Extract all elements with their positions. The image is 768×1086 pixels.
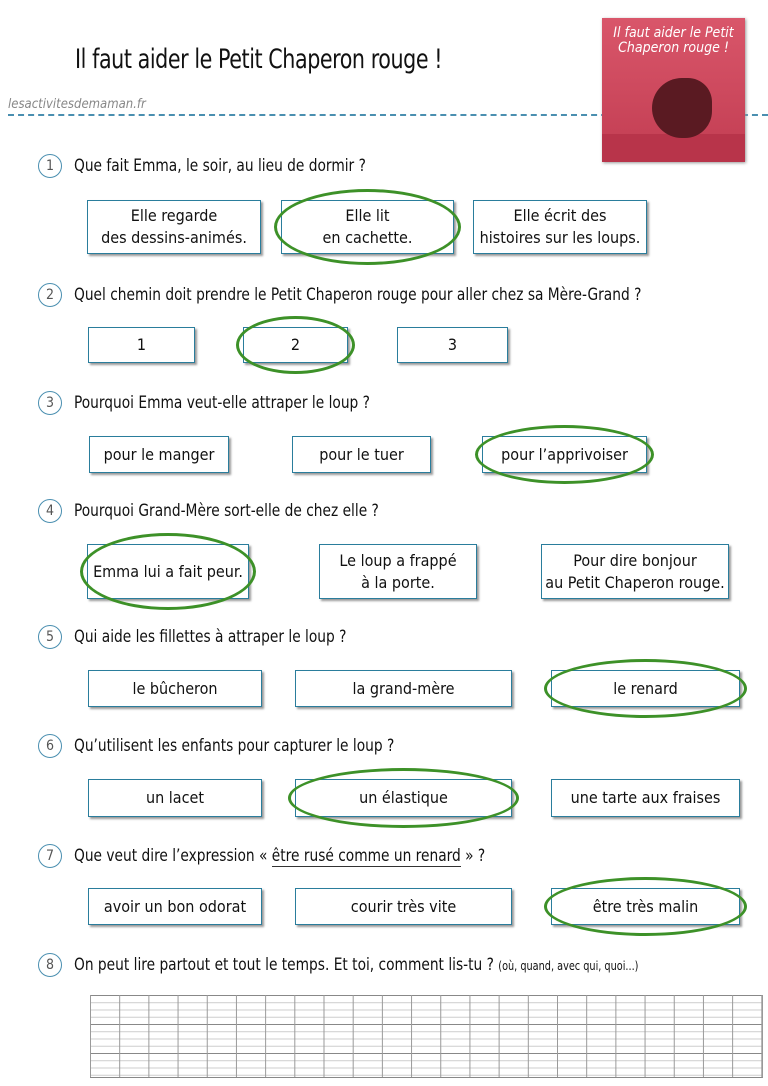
answer-option[interactable]: [88, 670, 262, 707]
question-text: Quel chemin doit prendre le Petit Chaperon rouge pour aller chez sa Mère-Grand ?: [74, 285, 642, 305]
answer-text: le renard: [613, 678, 678, 698]
question-number: 1: [38, 154, 62, 178]
answer-option[interactable]: [88, 327, 195, 363]
answer-text: pour l’apprivoiser: [501, 444, 628, 464]
answer-option[interactable]: [482, 436, 647, 473]
answer-option[interactable]: [295, 670, 512, 707]
answer-text: Le loup a frappé à la porte.: [339, 550, 457, 592]
answer-text: pour le manger: [103, 444, 215, 464]
question-number: 8: [38, 953, 62, 977]
answer-option[interactable]: [295, 888, 512, 925]
answer-text: courir très vite: [350, 896, 457, 916]
answer-text: Emma lui a fait peur.: [93, 561, 243, 581]
question-number: 7: [38, 844, 62, 868]
question-text: Qu’utilisent les enfants pour capturer le loup ?: [74, 736, 395, 756]
answer-text: Pour dire bonjour au Petit Chaperon rouge.: [545, 550, 725, 592]
answer-text: la grand-mère: [352, 678, 455, 698]
question-6: [38, 734, 430, 758]
answer-option[interactable]: [473, 200, 647, 254]
answer-text: pour le tuer: [319, 444, 404, 464]
expression: être rusé comme un renard: [271, 846, 461, 866]
question-number: 5: [38, 625, 62, 649]
answer-option[interactable]: [551, 779, 740, 817]
answer-text: un lacet: [145, 788, 205, 807]
question-text: Que veut dire l’expression « être rusé comme un renard » ?: [74, 846, 486, 866]
answer-text: Elle écrit des histoires sur les loups.: [479, 206, 641, 247]
question-hint: (où, quand, avec qui, quoi...): [498, 959, 639, 973]
question-8: [38, 953, 701, 977]
answer-text: le bûcheron: [132, 678, 218, 698]
answer-option[interactable]: [541, 544, 729, 599]
answer-text: Elle regarde des dessins-animés.: [101, 206, 247, 247]
answer-text: Elle lit en cachette.: [322, 206, 413, 247]
question-number: 6: [38, 734, 62, 758]
question-text: Que fait Emma, le soir, au lieu de dormir ?: [74, 156, 366, 176]
answer-text: un élastique: [359, 788, 448, 807]
question-number: 4: [38, 499, 62, 523]
answer-option[interactable]: [88, 888, 262, 925]
answer-option[interactable]: [281, 200, 454, 254]
answer-option[interactable]: [397, 327, 508, 363]
question-text: Pourquoi Emma veut-elle attraper le loup ?: [74, 393, 370, 413]
question-7: [38, 844, 531, 868]
answer-option[interactable]: [87, 200, 261, 254]
question-number: 3: [38, 391, 62, 415]
answer-option[interactable]: [243, 327, 348, 363]
answer-option[interactable]: [292, 436, 431, 473]
answer-text: avoir un bon odorat: [103, 896, 247, 916]
question-3: [38, 391, 403, 415]
question-4: [38, 499, 413, 523]
answer-text: 1: [136, 335, 147, 354]
question-2: [38, 283, 704, 307]
site-watermark: lesactivitesdemaman.fr: [8, 97, 146, 112]
answer-option[interactable]: [551, 670, 740, 707]
question-1: [38, 154, 398, 178]
question-5: [38, 625, 377, 649]
answer-text: être très malin: [592, 896, 699, 916]
book-cover-image: [602, 18, 745, 162]
cover-ground: [602, 134, 745, 162]
question-text: Pourquoi Grand-Mère sort-elle de chez elle ?: [74, 501, 379, 521]
answer-text: 3: [447, 335, 458, 354]
answer-option[interactable]: [295, 779, 512, 817]
answer-option[interactable]: [551, 888, 740, 925]
writing-grid[interactable]: [90, 995, 763, 1078]
answer-option[interactable]: [87, 544, 249, 599]
question-number: 2: [38, 283, 62, 307]
page-title: Il faut aider le Petit Chaperon rouge !: [75, 44, 443, 75]
answer-text: une tarte aux fraises: [570, 788, 721, 807]
cover-title: Il faut aider le Petit Chaperon rouge !: [613, 25, 734, 56]
answer-option[interactable]: [88, 779, 262, 817]
question-text: Qui aide les fillettes à attraper le loup ?: [74, 627, 347, 647]
answer-text: 2: [290, 335, 301, 354]
answer-option[interactable]: [319, 544, 477, 599]
question-text: On peut lire partout et tout le temps. Et toi, comment lis-tu ? (où, quand, avec qui, quoi...): [74, 955, 639, 975]
wolf-illustration: [652, 78, 712, 138]
answer-option[interactable]: [89, 436, 229, 473]
